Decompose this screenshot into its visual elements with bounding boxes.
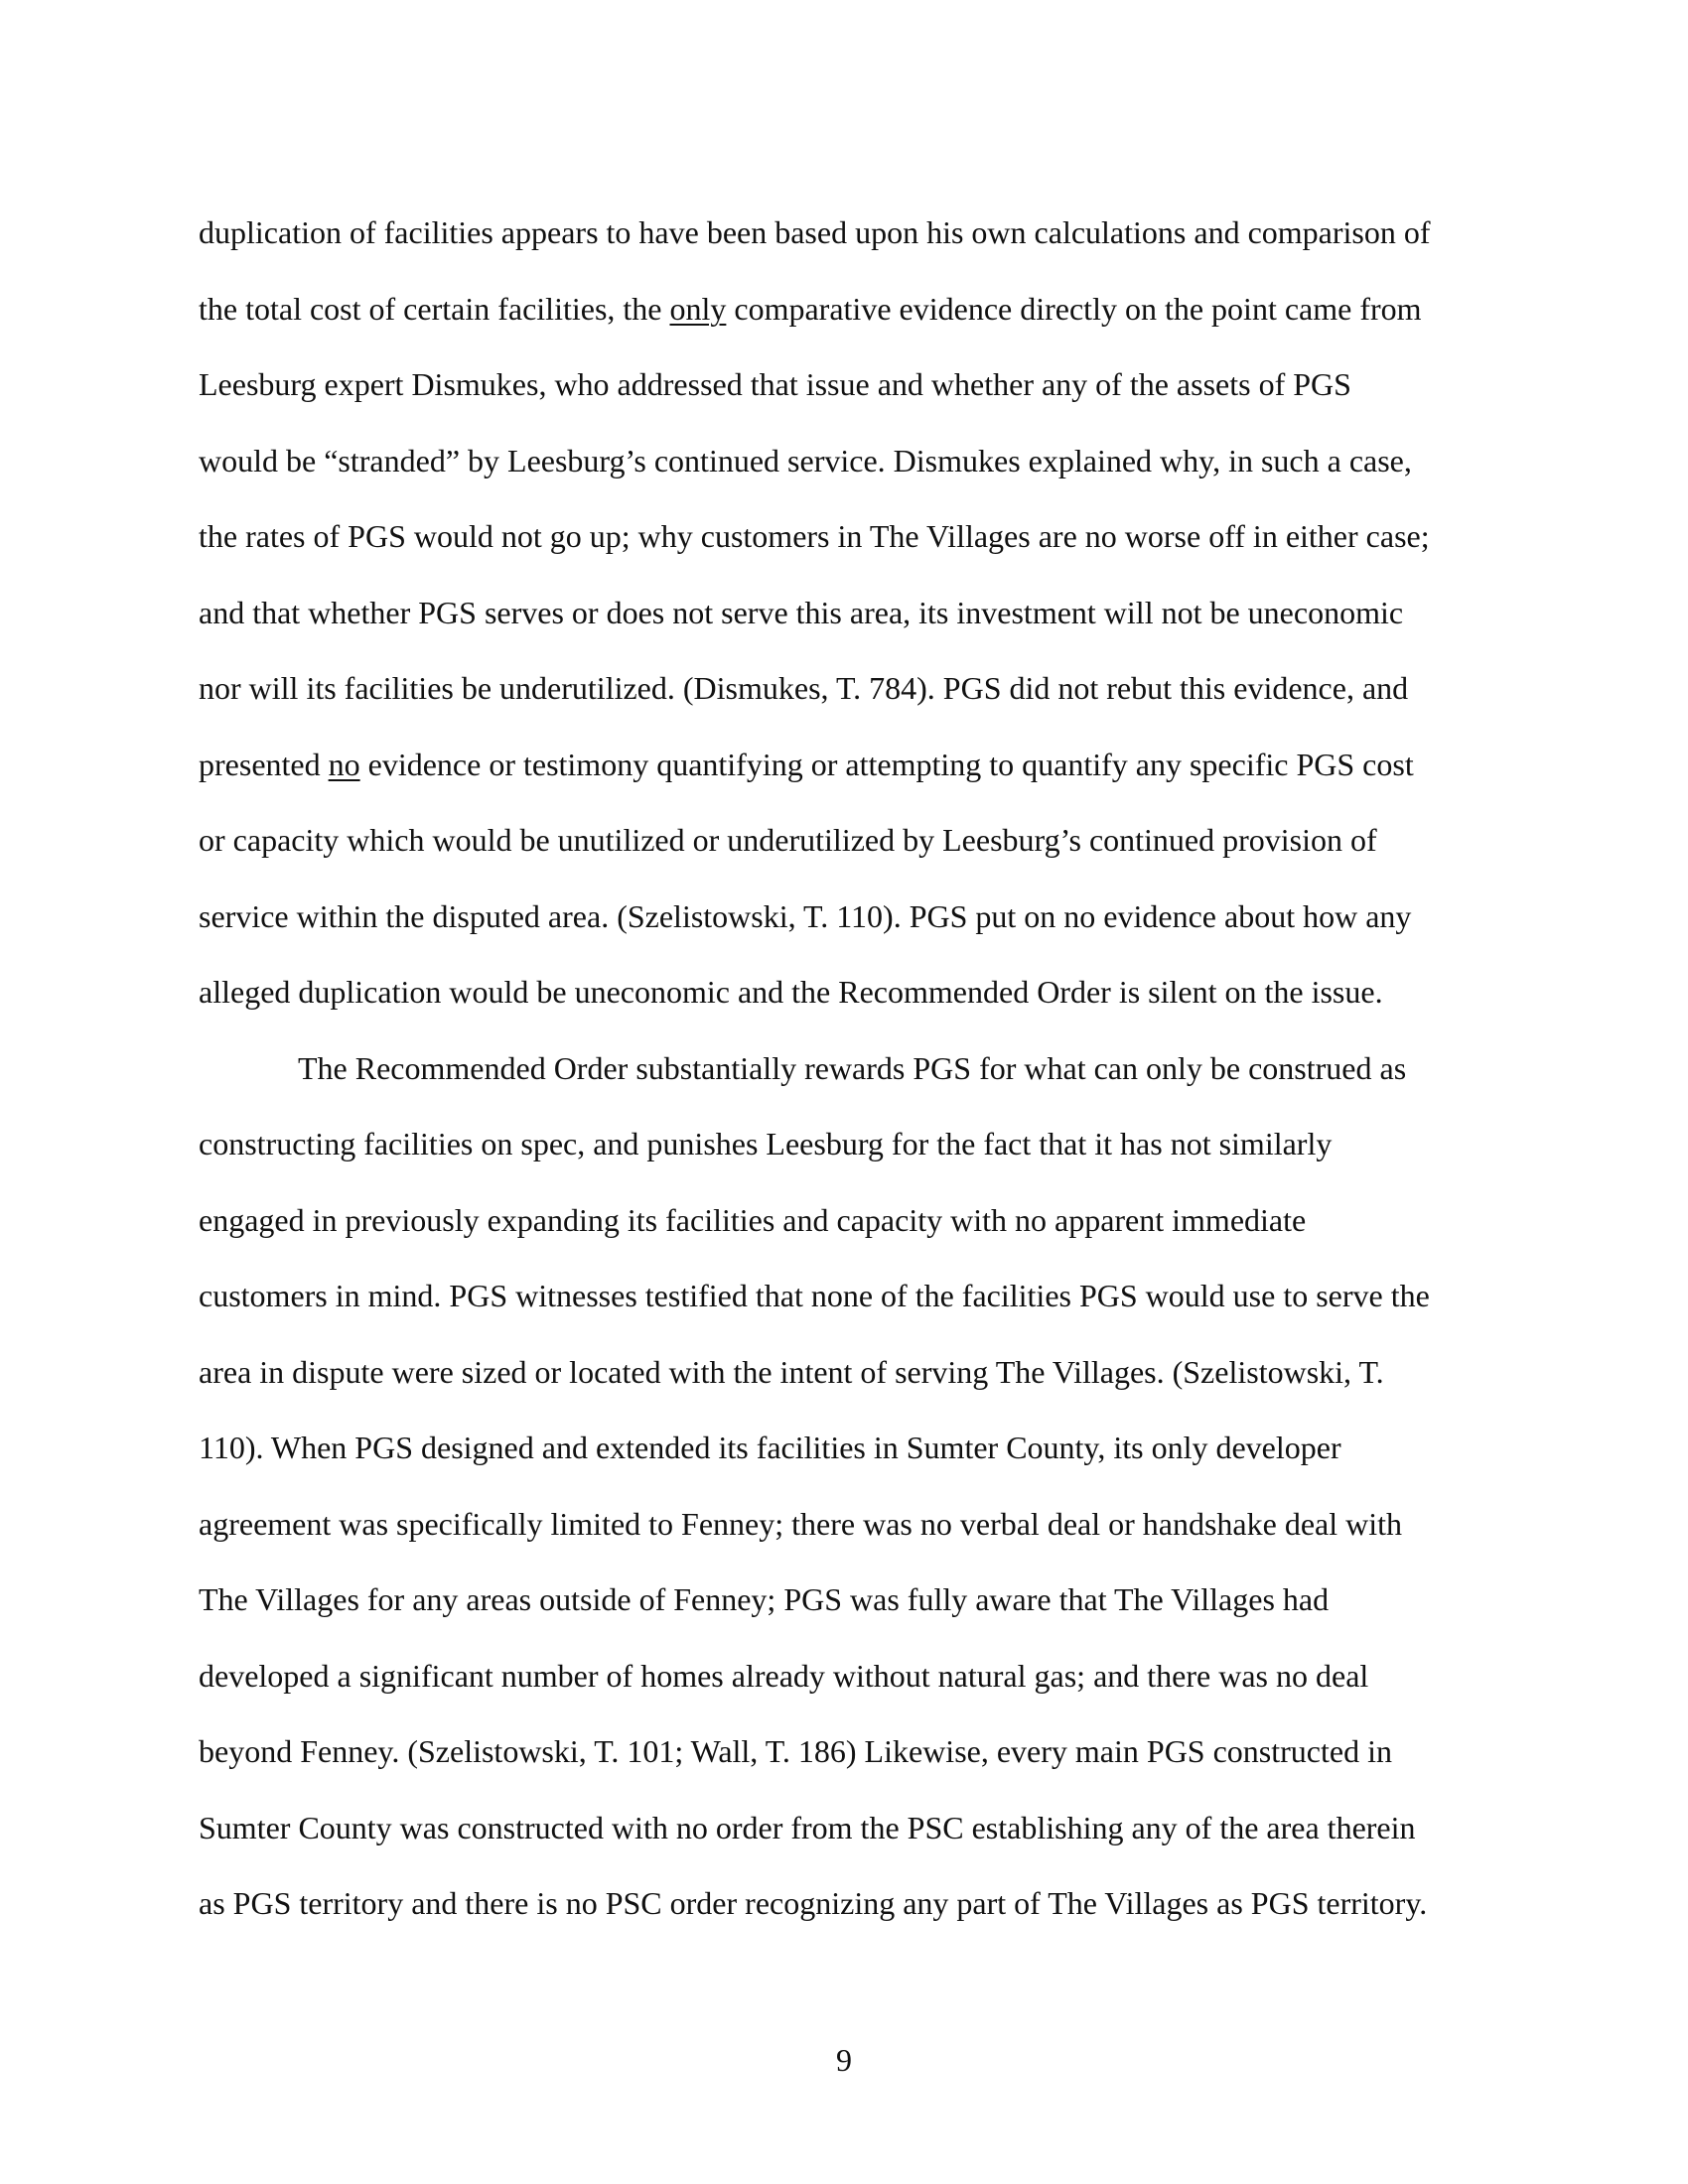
text-line bbox=[199, 346, 1494, 423]
text-run: duplication of facilities appears to have been based upon his own calculations and comparison of bbox=[199, 214, 1431, 250]
text-run: presented bbox=[199, 746, 329, 782]
text-line bbox=[199, 1638, 1494, 1714]
text-line bbox=[199, 1865, 1494, 1942]
text-run: evidence or testimony quantifying or attempting to quantify any specific PGS cost bbox=[359, 746, 1414, 782]
text-run: or capacity which would be unutilized or underutilized by Leesburg’s continued provision of bbox=[199, 822, 1377, 858]
text-line bbox=[199, 1030, 1494, 1107]
text-line bbox=[199, 1790, 1494, 1866]
text-run: constructing facilities on spec, and punishes Leesburg for the fact that it has not similarly bbox=[199, 1126, 1333, 1161]
text-run: 110). When PGS designed and extended its facilities in Sumter County, its only developer bbox=[199, 1430, 1341, 1465]
text-run: comparative evidence directly on the point came from bbox=[726, 290, 1422, 327]
text-line bbox=[199, 498, 1494, 575]
text-run: area in dispute were sized or located with the intent of serving The Villages. (Szelistowski, T. bbox=[199, 1353, 1384, 1390]
text-run: Leesburg expert Dismukes, who addressed that issue and whether any of the assets of PGS bbox=[199, 366, 1351, 402]
text-line bbox=[199, 1258, 1494, 1334]
underlined-emphasis: only bbox=[669, 290, 727, 327]
underlined-emphasis: no bbox=[328, 746, 360, 782]
text-run: as PGS territory and there is no PSC order recognizing any part of The Villages as PGS territory. bbox=[199, 1885, 1428, 1921]
text-line bbox=[199, 650, 1494, 727]
text-line bbox=[199, 1106, 1494, 1182]
text-line bbox=[199, 271, 1494, 347]
text-line bbox=[199, 1334, 1494, 1411]
text-run: beyond Fenney. (Szelistowski, T. 101; Wall, T. 186) Likewise, every main PGS constructed in bbox=[199, 1733, 1392, 1769]
text-line bbox=[199, 1410, 1494, 1486]
text-run: Sumter County was constructed with no order from the PSC establishing any of the area therein bbox=[199, 1809, 1416, 1845]
text-line bbox=[199, 879, 1494, 955]
text-line bbox=[199, 575, 1494, 651]
text-line bbox=[199, 1713, 1494, 1790]
text-line bbox=[199, 1486, 1494, 1563]
text-run: would be “stranded” by Leesburg’s continued service. Dismukes explained why, in such a case, bbox=[199, 442, 1412, 478]
body-text bbox=[199, 195, 1494, 1942]
text-run: the total cost of certain facilities, the bbox=[199, 290, 670, 327]
text-run: agreement was specifically limited to Fenney; there was no verbal deal or handshake deal with bbox=[199, 1505, 1403, 1542]
text-run: engaged in previously expanding its facilities and capacity with no apparent immediate bbox=[199, 1201, 1307, 1238]
text-run: the rates of PGS would not go up; why customers in The Villages are no worse off in either case; bbox=[199, 518, 1430, 554]
text-run: alleged duplication would be uneconomic and the Recommended Order is silent on the issue. bbox=[199, 974, 1383, 1010]
text-line bbox=[199, 954, 1494, 1030]
page-number: 9 bbox=[836, 2042, 852, 2078]
text-run: The Villages for any areas outside of Fenney; PGS was fully aware that The Villages had bbox=[199, 1581, 1330, 1617]
text-run: developed a significant number of homes already without natural gas; and there was no deal bbox=[199, 1657, 1369, 1694]
text-line bbox=[199, 1182, 1494, 1259]
text-line bbox=[199, 423, 1494, 499]
text-run: and that whether PGS serves or does not serve this area, its investment will not be uneconomic bbox=[199, 594, 1404, 630]
text-line bbox=[199, 802, 1494, 879]
text-run: nor will its facilities be underutilized. (Dismukes, T. 784). PGS did not rebut this evidence, and bbox=[199, 670, 1409, 706]
text-line bbox=[199, 195, 1494, 271]
text-line bbox=[199, 727, 1494, 803]
text-run: service within the disputed area. (Szelistowski, T. 110). PGS put on no evidence about how any bbox=[199, 897, 1412, 934]
text-run: The Recommended Order substantially rewards PGS for what can only be construed as bbox=[298, 1049, 1407, 1086]
text-line bbox=[199, 1562, 1494, 1638]
text-run: customers in mind. PGS witnesses testified that none of the facilities PGS would use to serve the bbox=[199, 1278, 1430, 1313]
